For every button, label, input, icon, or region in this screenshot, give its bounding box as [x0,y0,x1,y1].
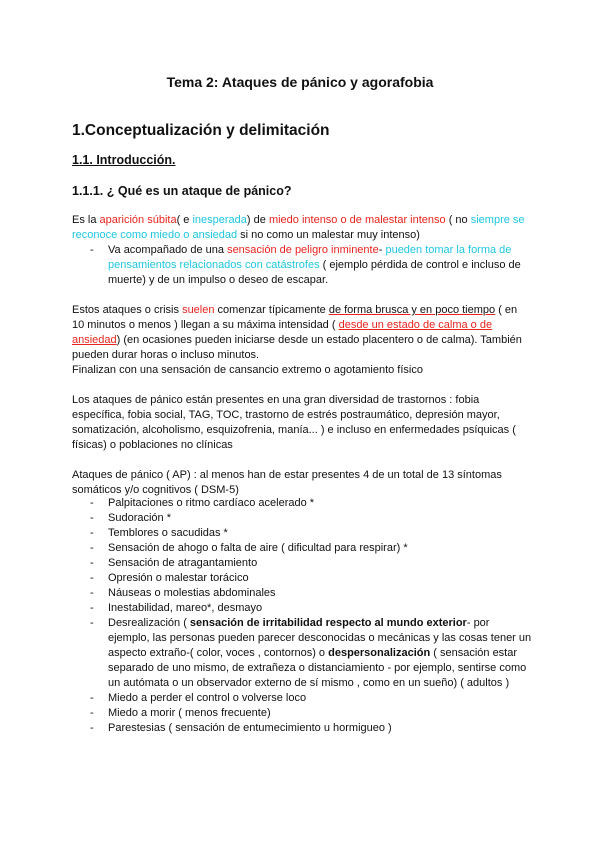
symptom-item: - Temblores o sacudidas * [72,526,532,541]
symptom-item: - Opresión o malestar torácico [72,571,532,586]
symptom-item: - Miedo a perder el control o volverse loco [72,691,532,706]
section-heading-1: 1.Conceptualización y delimitación [72,122,330,139]
text-run: - [378,244,386,256]
text-run: Finalizan con una sensación de cansancio extremo o agotamiento físico [72,364,423,376]
text-run: Desrealización ( [108,617,190,629]
symptom-item: - Sensación de ahogo o falta de aire ( dificultad para respirar) * [72,541,532,556]
symptom-item: - Sudoración * [72,511,532,526]
symptom-list [72,496,532,736]
list-item [72,243,532,288]
text-run: Estos ataques o crisis [72,304,183,316]
symptom-item: - Inestabilidad, mareo*, desmayo [72,601,532,616]
text-run: - por ejemplo, las personas pueden parecer desconocidas o mecánicas y las cosas tener un aspecto extraño-( color, voces , contornos) o [108,617,532,659]
paragraph-definition [72,213,532,243]
highlight-red: miedo intenso o de malestar intenso [268,214,446,226]
bold-text: sensación de irritabilidad respecto al mundo exterior [189,617,467,629]
section-heading-1-1-1: 1.1.1. ¿ Qué es un ataque de pánico? [72,184,292,198]
highlight-red: suelen [182,304,215,316]
definition-bullet-list [72,243,532,288]
highlight-red: sensación de peligro inminente [227,244,379,256]
highlight-red-underlined: desde un estado de calma o de ansiedad [72,319,493,346]
symptom-item-derealization [72,616,532,691]
text-run: ( ejemplo pérdida de control e incluso de muerte) y de un impulso o deseo de escapar. [108,259,521,286]
text-run: ( sensación estar separado de uno mismo, de extrañeza o distanciamiento - por ejemplo, sentirse como un autómata o un observador externo de sí mismo , como en un sueño) ( adultos ) [108,647,527,689]
symptom-item: - Miedo a morir ( menos frecuente) [72,706,532,721]
paragraph-disorders: Los ataques de pánico están presentes en una gran diversidad de trastornos : fobia específica, fobia social, TAG, TOC, trastorno de estrés postraumático, depresión mayor, somatización, alcoholismo, esquizofrenia, manía... ) e incluso en enfermedades psíquicas ( físicas) o poblaciones no clínicas [72,394,516,451]
symptom-item: - Náuseas o molestias abdominales [72,586,532,601]
text-run: ) de [246,214,269,226]
text-run: ( e [176,214,193,226]
bold-text: despersonalización [328,647,431,659]
highlight-cyan: siempre se reconoce como miedo o ansiedad [72,214,525,241]
symptom-item: - Palpitaciones o ritmo cardíaco acelerado * [72,496,532,511]
text-run: si no como un malestar muy intenso) [237,229,420,241]
text-run: ( en 10 minutos o menos ) llegan a su máxima intensidad ( [72,304,518,331]
section-heading-1-1: 1.1. Introducción. [72,153,176,167]
underlined-text: de forma brusca y en poco tiempo [328,304,496,316]
highlight-cyan: pueden tomar la forma de pensamientos relacionados con catástrofes [108,244,512,271]
highlight-cyan: inesperada [192,214,247,226]
text-run: ) (en ocasiones pueden iniciarse desde un estado placentero o de calma). También pueden durar horas o incluso minutos. [72,334,522,361]
text-run: Es la [72,214,100,226]
paragraph-onset [72,303,532,378]
symptom-item: - Parestesias ( sensación de entumecimiento u hormigueo ) [72,721,532,736]
symptom-item: - Sensación de atragantamiento [72,556,532,571]
text-run: ( no [445,214,471,226]
document-title: Tema 2: Ataques de pánico y agorafobia [166,74,434,90]
text-run: Va acompañado de una [108,244,228,256]
highlight-red: aparición súbita [99,214,177,226]
paragraph-criteria: Ataques de pánico ( AP) : al menos han de estar presentes 4 de un total de 13 síntomas somáticos y/o cognitivos ( DSM-5) [72,469,502,496]
text-run: comenzar típicamente [214,304,329,316]
